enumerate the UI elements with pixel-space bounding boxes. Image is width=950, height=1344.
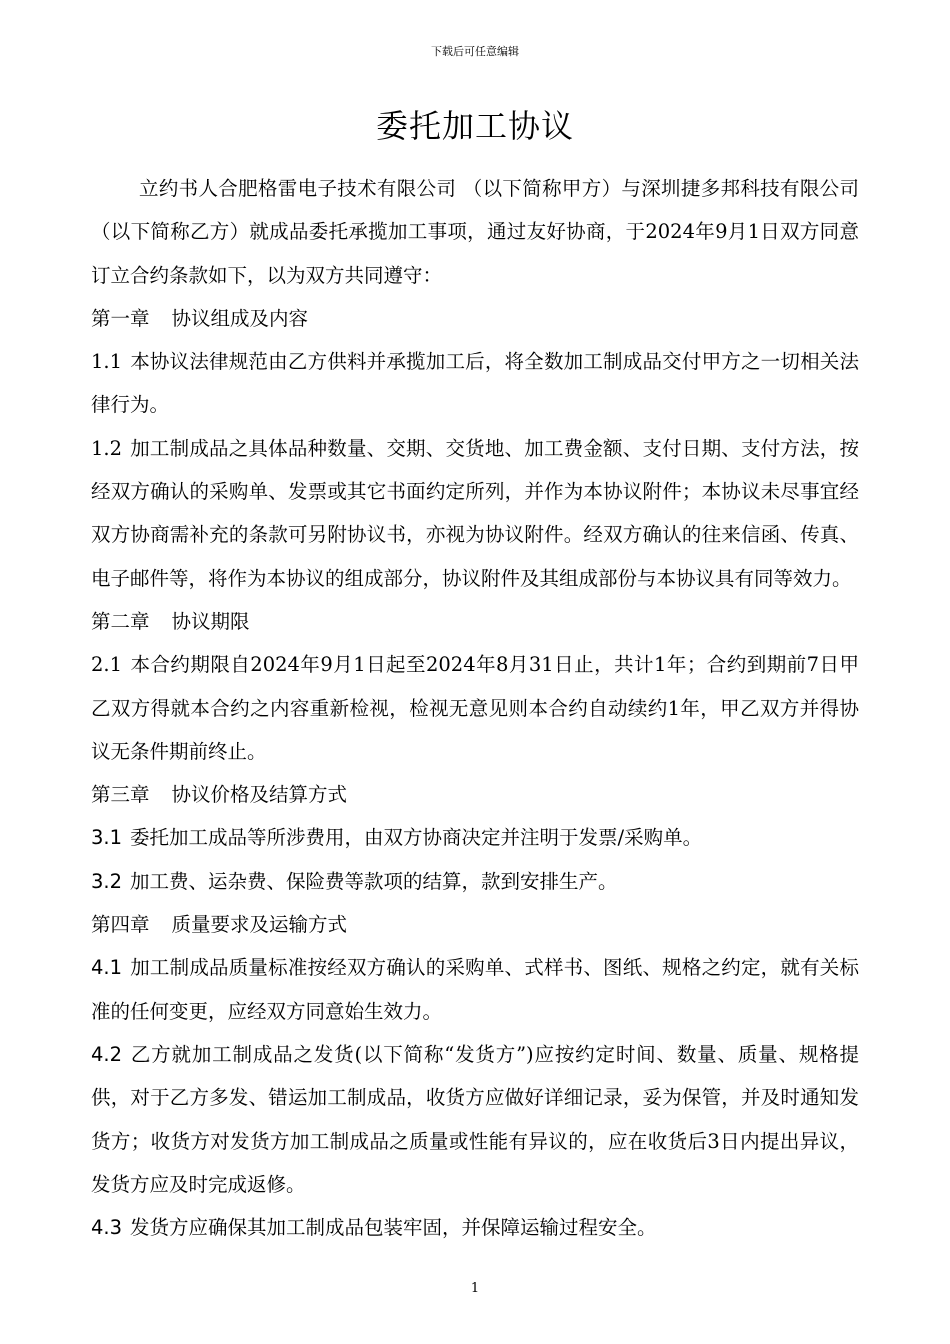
- chapter-number: 第三章: [91, 783, 150, 807]
- clause-number: 1.2: [91, 436, 123, 460]
- clause: [91, 643, 859, 773]
- chapter-heading: [91, 297, 859, 340]
- clause: [91, 946, 859, 1033]
- clause-number: 3.1: [91, 826, 123, 850]
- clause: [91, 427, 859, 600]
- chapter-number: 第二章: [91, 609, 150, 633]
- chapter-title: 协议组成及内容: [171, 306, 309, 330]
- chapter-heading: [91, 903, 859, 946]
- clause-text: 委托加工成品等所涉费用，由双方协商决定并注明于发票/采购单。: [130, 826, 703, 850]
- clause-text: 加工制成品质量标准按经双方确认的采购单、式样书、图纸、规格之约定，就有关标准的任何变更，应经双方同意始生效力。: [91, 956, 859, 1023]
- clause: [91, 1033, 859, 1206]
- page-number: 1: [470, 1281, 480, 1296]
- clause-number: 1.1: [91, 350, 123, 374]
- clause-text: 加工制成品之具体品种数量、交期、交货地、加工费金额、支付日期、支付方法，按经双方确认的采购单、发票或其它书面约定所列，并作为本协议附件；本协议未尽事宜经双方协商需补充的条款可另附协议书，亦视为协议附件。经双方确认的往来信函、传真、电子邮件等，将作为本协议的组成部分，协议附件及其组成部份与本协议具有同等效力。: [91, 436, 859, 590]
- chapter-title: 协议期限: [171, 609, 250, 633]
- clause-text: 加工费、运杂费、保险费等款项的结算，款到安排生产。: [130, 869, 618, 893]
- chapter-number: 第一章: [91, 306, 150, 330]
- clause-number: 2.1: [91, 653, 123, 677]
- clause-number: 4.1: [91, 956, 123, 980]
- clause-number: 4.3: [91, 1216, 123, 1240]
- clause-text: 乙方就加工制成品之发货(以下简称“发货方”)应按约定时间、数量、质量、规格提供，对于乙方多发、错运加工制成品，收货方应做好详细记录，妥为保管，并及时通知发货方；收货方对发货方加工制成品之质量或性能有异议的，应在收货后3日内提出异议，发货方应及时完成返修。: [91, 1042, 859, 1196]
- clause-number: 4.2: [91, 1042, 123, 1066]
- intro-paragraph: 立约书人合肥格雷电子技术有限公司 （以下简称甲方）与深圳捷多邦科技有限公司（以下简称乙方）就成品委托承揽加工事项，通过友好协商，于2024年9月1日双方同意订立合约条款如下，以为双方共同遵守：: [91, 177, 859, 287]
- chapter-heading: [91, 600, 859, 643]
- page-header-note: 下载后可任意编辑: [431, 45, 519, 58]
- clause-text: 本合约期限自2024年9月1日起至2024年8月31日止，共计1年；合约到期前7日甲乙双方得就本合约之内容重新检视，检视无意见则本合约自动续约1年，甲乙双方并得协议无条件期前终止。: [91, 653, 859, 763]
- clause-number: 3.2: [91, 869, 123, 893]
- document-title: 委托加工协议: [375, 107, 574, 145]
- clause: [91, 816, 859, 859]
- chapter-number: 第四章: [91, 913, 150, 937]
- clause-text: 本协议法律规范由乙方供料并承揽加工后，将全数加工制成品交付甲方之一切相关法律行为。: [91, 350, 859, 417]
- document-body: [91, 167, 859, 1249]
- chapter-heading: [91, 773, 859, 816]
- chapter-title: 协议价格及结算方式: [171, 783, 348, 807]
- clause: [91, 340, 859, 427]
- clause: [91, 860, 859, 903]
- chapter-title: 质量要求及运输方式: [171, 913, 348, 937]
- clause: [91, 1206, 859, 1249]
- clause-text: 发货方应确保其加工制成品包装牢固，并保障运输过程安全。: [130, 1216, 657, 1240]
